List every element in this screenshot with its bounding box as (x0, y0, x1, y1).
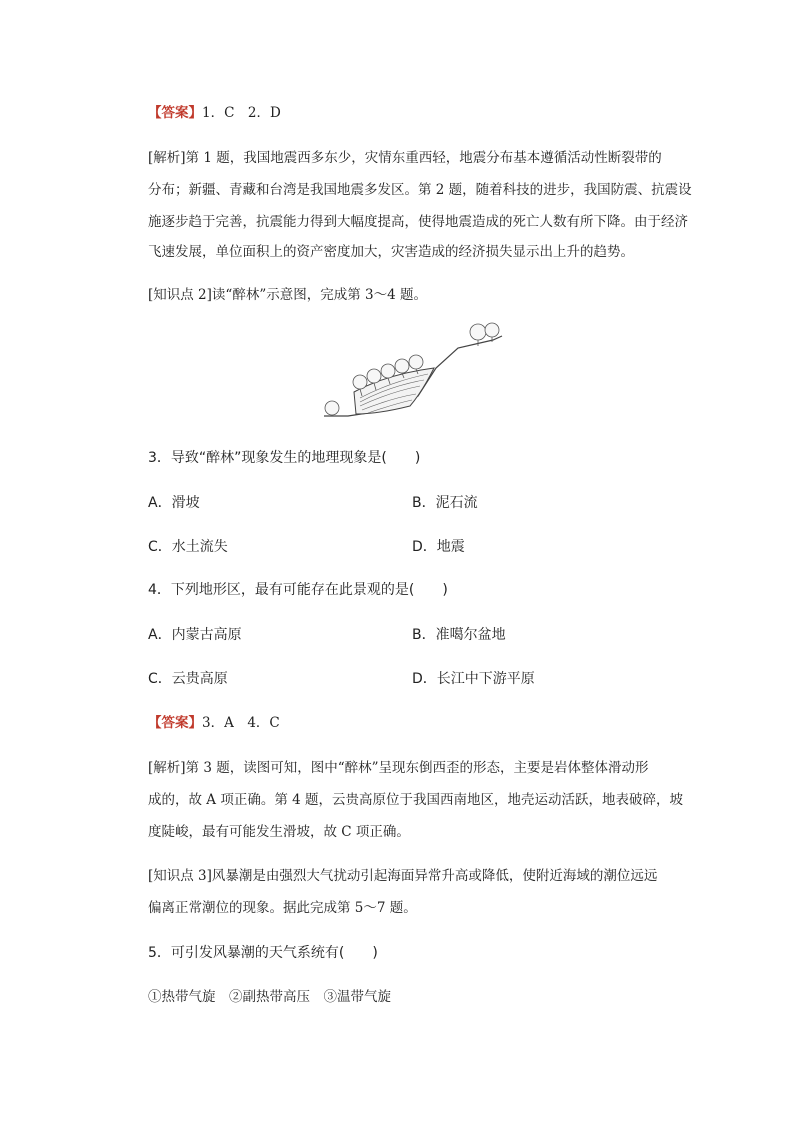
q3-option-c: C．水土流失 (148, 539, 228, 555)
q4-option-a: A．内蒙古高原 (148, 627, 242, 643)
question-3-stem: 3．导致“醉林”现象发生的地理现象是( ) (148, 450, 421, 466)
analysis-line: 飞速发展，单位面积上的资产密度加大，灾害造成的经济损失显示出上升的趋势。 (148, 244, 634, 260)
knowledge-point-3: [知识点 3]风暴潮是由强烈大气扰动引起海面异常升高或降低，使附近海域的潮位远远 (148, 868, 658, 884)
q4-option-d: D．长江中下游平原 (412, 671, 535, 687)
knowledge-point-3: 偏离正常潮位的现象。据此完成第 5～7 题。 (148, 900, 417, 916)
drunken-forest-diagram (318, 318, 504, 430)
analysis-line: 成的，故 A 项正确。第 4 题，云贵高原位于我国西南地区，地壳运动活跃，地表破碎，坡 (148, 792, 684, 808)
analysis-line: 施逐步趋于完善，抗震能力得到大幅度提高，使得地震造成的死亡人数有所下降。由于经济 (148, 214, 688, 230)
question-5-items: ①热带气旋 ②副热带高压 ③温带气旋 (148, 989, 391, 1005)
question-4-stem: 4．下列地形区，最有可能存在此景观的是( ) (148, 582, 448, 598)
analysis-line: [解析]第 1 题，我国地震西多东少，灾情东重西轻，地震分布基本遵循活动性断裂带的 (148, 150, 662, 166)
q3-option-a: A．滑坡 (148, 495, 200, 511)
knowledge-point-2: [知识点 2]读“醉林”示意图，完成第 3～4 题。 (148, 287, 427, 303)
answer-text: 3．A 4．C (202, 715, 280, 731)
q3-option-d: D．地震 (412, 539, 465, 555)
answer-line-2 (148, 713, 668, 733)
answer-line-1 (148, 103, 668, 123)
analysis-line: [解析]第 3 题，读图可知，图中“醉林”呈现东倒西歪的形态，主要是岩体整体滑动形 (148, 760, 649, 776)
answer-tag: 【答案】 (148, 105, 202, 121)
q4-option-b: B．准噶尔盆地 (412, 627, 506, 643)
q4-option-c: C．云贵高原 (148, 671, 228, 687)
answer-tag: 【答案】 (148, 715, 202, 731)
answer-text: 1．C 2．D (202, 105, 281, 121)
q3-option-b: B．泥石流 (412, 495, 478, 511)
question-5-stem: 5．可引发风暴潮的天气系统有( ) (148, 945, 378, 961)
analysis-line: 度陡峻，最有可能发生滑坡，故 C 项正确。 (148, 824, 410, 840)
analysis-line: 分布；新疆、青藏和台湾是我国地震多发区。第 2 题，随着科技的进步，我国防震、抗震设 (148, 182, 692, 198)
